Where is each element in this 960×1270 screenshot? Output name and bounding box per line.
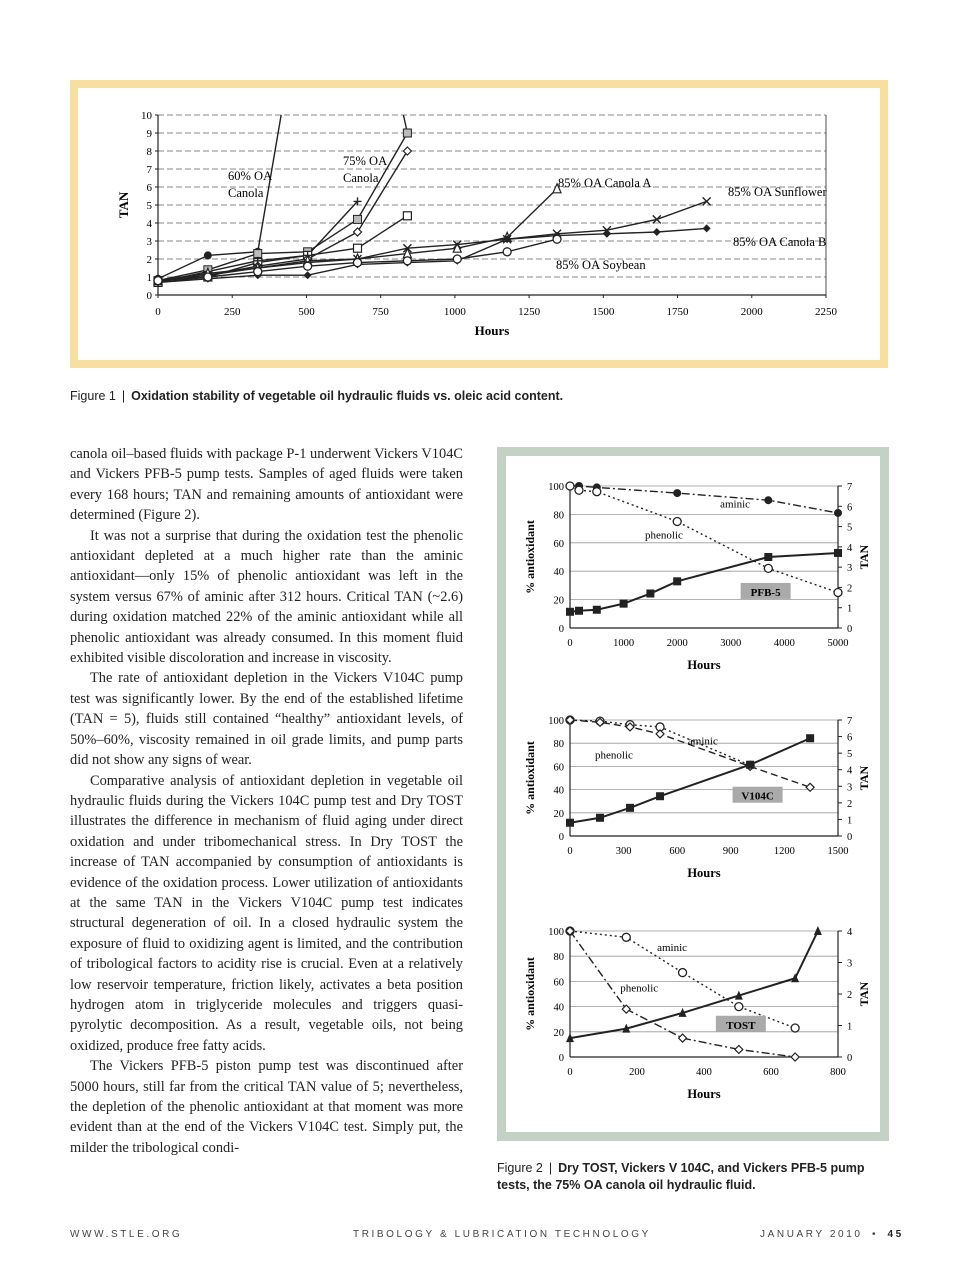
series-label-phenolic: phenolic: [620, 982, 659, 995]
y-tick-label: 10: [141, 110, 152, 122]
y-tick-label: 60: [553, 977, 564, 989]
series-line: [570, 553, 838, 612]
test-name-label: V104C: [741, 790, 774, 803]
page-number: 45: [887, 1229, 904, 1240]
x-tick-label: 2000: [666, 638, 688, 649]
x-axis-title: Hours: [474, 323, 510, 338]
y-axis-title: % antioxidant: [523, 520, 537, 594]
body-paragraph: The Vickers PFB-5 piston pump test was discontinued after 5000 hours, still far from the critical TAN value of 5; nevertheless, the depletion of the phenolic antioxidant at that moment was more evident than at the end of the Vickers V104C test. Simply put, the milder the tribological condi-: [70, 1058, 463, 1156]
y-right-tick-label: 1: [847, 603, 853, 615]
y-right-tick-label: 1: [847, 1021, 853, 1033]
data-point: [673, 577, 681, 585]
data-point: [626, 804, 634, 812]
data-point: [806, 783, 814, 791]
x-tick-label: 5000: [827, 638, 849, 649]
y-right-tick-label: 1: [847, 815, 853, 827]
y-right-tick-label: 3: [847, 782, 853, 794]
data-point: [653, 228, 661, 236]
figure-1-caption-text: Oxidation stability of vegetable oil hydraulic fluids vs. oleic acid content.: [131, 389, 564, 403]
x-tick-label: 250: [223, 306, 241, 318]
y-tick-label: 0: [558, 624, 564, 635]
data-point: [746, 761, 754, 769]
data-point: [735, 1003, 743, 1011]
series-line: [570, 486, 838, 513]
y-tick-label: 9: [146, 128, 152, 140]
y-tick-label: 20: [553, 808, 564, 820]
y-right-tick-label: 4: [847, 765, 853, 777]
x-tick-label: 600: [669, 846, 686, 857]
y-right-tick-label: 0: [847, 624, 853, 635]
data-point: [791, 1024, 799, 1032]
data-point: [620, 600, 628, 608]
footer-bullet: •: [871, 1229, 879, 1240]
data-point: [679, 1034, 687, 1042]
figure-1-caption-label: Figure 1: [70, 389, 116, 403]
y-right-tick-label: 3: [847, 958, 853, 970]
x-tick-label: 400: [696, 1067, 712, 1078]
x-tick-label: 0: [567, 638, 573, 649]
data-point: [354, 228, 362, 236]
y-tick-label: 1: [146, 272, 152, 284]
data-point: [204, 273, 212, 281]
y-tick-label: 40: [553, 567, 564, 579]
x-tick-label: 2250: [815, 306, 837, 318]
data-point: [403, 129, 411, 137]
y-tick-label: 100: [548, 927, 564, 938]
data-point: [791, 1053, 799, 1061]
x-tick-label: 0: [155, 306, 161, 318]
x-tick-label: 750: [372, 306, 389, 318]
body-paragraph: Comparative analysis of antioxidant depletion in vegetable oil hydraulic fluids during the Vickers 104C pump test and Dry TOST illustrates the difference in mechanism of fluid aging under direct oxidation and under tribomechanical stress. In Dry TOST the increase of TAN accompanied by consumption of antioxidants is evidence of the oxidation process. Lower utilization of antioxidants at the same TAN in the Vickers V104C pump test indicates structural degeneration of oil. In a closed hydraulic system the exposure of fluid to oxidizing agent is limited, and the contribution of tribological factors to acidity rise is crucial. Even at a relatively low reservoir temperature, friction likely, activates a beta position hydrogen atom in triglyceride molecules and triggers quasi-pyrolytic decomposition. As a result, vegetable oils, not being oxidized, produce free fatty acids.: [70, 772, 463, 1054]
y-axis-title: % antioxidant: [523, 957, 537, 1031]
figure-2-charts: [506, 456, 880, 1132]
x-tick-label: 2000: [740, 306, 763, 318]
series-label: Canola: [228, 186, 264, 200]
figure-2-caption: [497, 1160, 897, 1194]
y-tick-label: 5: [146, 200, 152, 212]
x-tick-label: 600: [763, 1067, 779, 1078]
data-point: [764, 564, 772, 572]
x-tick-label: 300: [615, 846, 632, 857]
data-point: [673, 489, 681, 497]
footer-journal-name: TRIBOLOGY & LUBRICATION TECHNOLOGY: [353, 1229, 651, 1240]
y-tick-label: 40: [553, 785, 564, 797]
y-tick-label: 2: [146, 254, 152, 266]
series-line: [570, 486, 838, 593]
x-tick-label: 1500: [827, 846, 849, 857]
data-point: [304, 271, 312, 279]
figure-2-frame: [497, 447, 889, 1141]
data-point: [575, 486, 583, 494]
y-tick-label: 0: [146, 290, 152, 302]
data-point: [254, 268, 262, 276]
x-tick-label: 900: [722, 846, 739, 857]
data-point: [656, 730, 664, 738]
y-tick-label: 4: [146, 218, 152, 230]
y-tick-label: 3: [146, 236, 152, 248]
y-right-tick-label: 2: [847, 798, 853, 810]
data-point: [764, 553, 772, 561]
data-point: [646, 590, 654, 598]
series-label-aminic: aminic: [657, 942, 688, 955]
data-point: [622, 933, 630, 941]
data-point: [679, 969, 687, 977]
data-point: [673, 518, 681, 526]
data-point: [354, 244, 362, 252]
data-point: [304, 262, 312, 270]
y-right-tick-label: 4: [847, 927, 853, 938]
data-point: [735, 1045, 743, 1053]
data-point: [703, 224, 711, 232]
x-tick-label: 3000: [720, 638, 742, 649]
x-axis-title: Hours: [687, 866, 721, 880]
footer-issue: [760, 1229, 904, 1240]
y-tick-label: 60: [553, 762, 564, 774]
y-right-tick-label: 4: [847, 542, 853, 554]
data-point: [566, 608, 574, 616]
y-right-tick-label: 5: [847, 749, 853, 761]
data-point: [575, 607, 583, 615]
x-tick-label: 4000: [773, 638, 795, 649]
y-tick-label: 100: [548, 716, 564, 727]
test-name-label: PFB-5: [750, 586, 781, 599]
figure-2-caption-text: Dry TOST, Vickers V 104C, and Vickers PFB-5 pump tests, the 75% OA canola oil hydraulic fluid.: [497, 1161, 865, 1192]
y-tick-label: 40: [553, 1002, 564, 1014]
x-tick-label: 1000: [613, 638, 635, 649]
series-lines: [570, 486, 838, 612]
x-axis-title: Hours: [687, 658, 721, 672]
series-label: 85% OA Sunflower: [728, 185, 827, 199]
y-tick-label: 80: [553, 952, 564, 964]
y-tick-label: 80: [553, 510, 564, 522]
y-right-tick-label: 2: [847, 583, 853, 595]
data-point: [703, 197, 711, 205]
data-point: [403, 147, 411, 155]
x-tick-label: 1000: [443, 306, 466, 318]
footer-website[interactable]: WWW.STLE.ORG: [70, 1229, 183, 1240]
article-body: [70, 444, 463, 1158]
y-right-tick-label: 7: [847, 716, 853, 727]
series-label: 85% OA Canola A: [558, 176, 652, 190]
y-tick-label: 100: [548, 482, 564, 493]
data-point: [834, 589, 842, 597]
y-right-tick-label: 0: [847, 832, 853, 843]
y-tick-label: 0: [558, 832, 564, 843]
data-point: [503, 248, 511, 256]
series-label: 75% OA: [343, 154, 388, 168]
y-right-tick-label: 6: [847, 732, 853, 744]
body-paragraph: It was not a surprise that during the oxidation test the phenolic antioxidant depleted at a much higher rate than the aminic antioxidant—only 15% of phenolic antioxidant was left in the system versus 67% of aminic after 312 hours. Critical TAN (~2.6) during oxidation matched 22% of the aminic antioxidant while all phenolic antioxidant was already consumed. In this moment fluid exhibited visible discoloration and increase in viscosity.: [70, 527, 463, 667]
series-label-aminic: aminic: [720, 498, 751, 511]
data-point: [154, 277, 162, 285]
data-point: [596, 814, 604, 822]
y-tick-label: 0: [558, 1053, 564, 1064]
figure-1-caption: [70, 388, 563, 405]
series-label-aminic: aminic: [687, 735, 718, 748]
figure-2-caption-separator: |: [548, 1161, 553, 1175]
data-point: [453, 255, 461, 263]
test-name-label: TOST: [726, 1019, 756, 1032]
y-right-tick-label: 2: [847, 990, 853, 1001]
data-point: [254, 250, 262, 258]
series-label: 85% OA Canola B: [733, 235, 827, 249]
figure-2-panel: [506, 456, 880, 1132]
y-axis-title: % antioxidant: [523, 741, 537, 815]
y-right-axis-title: TAN: [857, 981, 871, 1007]
y-right-tick-label: 3: [847, 563, 853, 575]
y-tick-label: 60: [553, 538, 564, 550]
x-tick-label: 1200: [773, 846, 795, 857]
series-label: 85% OA Soybean: [556, 258, 646, 272]
data-point: [806, 734, 814, 742]
y-tick-label: 6: [146, 182, 152, 194]
figure-1-chart: [78, 88, 880, 360]
series-label: Canola: [343, 171, 379, 185]
x-tick-label: 500: [298, 306, 315, 318]
data-point: [566, 819, 574, 827]
data-point: [204, 251, 212, 259]
y-right-tick-label: 0: [847, 1053, 853, 1064]
y-right-tick-label: 6: [847, 502, 853, 514]
series-line: [158, 106, 407, 281]
y-tick-label: 20: [553, 595, 564, 607]
data-point: [593, 606, 601, 614]
x-axis-title: Hours: [687, 1087, 721, 1101]
series-label-phenolic: phenolic: [645, 529, 683, 542]
data-point: [834, 549, 842, 557]
x-tick-label: 200: [629, 1067, 645, 1078]
data-point: [814, 926, 822, 935]
data-point: [593, 488, 601, 496]
x-tick-label: 0: [567, 1067, 573, 1078]
data-point: [354, 259, 362, 267]
y-tick-label: 80: [553, 739, 564, 751]
x-tick-label: 1750: [666, 306, 689, 318]
y-right-tick-label: 5: [847, 522, 853, 534]
body-paragraph: The rate of antioxidant depletion in the Vickers V104C pump test was significantly lower. By the end of the established lifetime (TAN = 5), fluids still contained “healthy” antioxidant levels, of 50%–60%, viscosity remained in oil grade limits, and pump parts did not show any signs of wear.: [70, 670, 463, 769]
figure-1-caption-separator: |: [121, 389, 126, 403]
data-point: [553, 235, 561, 243]
data-point: [403, 257, 411, 265]
y-tick-label: 7: [146, 164, 152, 176]
y-tick-label: 20: [553, 1027, 564, 1039]
data-point: [403, 212, 411, 220]
series-line: [158, 228, 707, 282]
y-axis-title: TAN: [116, 191, 131, 219]
figure-1-panel: [78, 88, 880, 360]
x-tick-label: 1500: [592, 306, 615, 318]
data-point: [566, 482, 574, 490]
series-line: [570, 931, 818, 1038]
series-label: 60% OA: [228, 169, 273, 183]
series-label-phenolic: phenolic: [595, 749, 633, 762]
y-tick-label: 8: [146, 146, 152, 158]
footer-issue-date: JANUARY 2010: [760, 1229, 863, 1240]
y-right-tick-label: 7: [847, 482, 853, 493]
y-right-axis-title: TAN: [857, 544, 871, 570]
body-paragraph: canola oil–based fluids with package P-1 underwent Vickers V104C and Vickers PFB-5 pump tests. Samples of aged fluids were taken every 168 hours; TAN and remaining amounts of antioxidant were determined (Figure 2).: [70, 446, 463, 524]
y-right-axis-title: TAN: [857, 765, 871, 791]
figure-2-caption-label: Figure 2: [497, 1161, 543, 1175]
figure-1-frame: [70, 80, 888, 368]
series-lines: [570, 931, 818, 1057]
data-point: [834, 509, 842, 517]
data-point: [656, 792, 664, 800]
x-tick-label: 0: [567, 846, 573, 857]
data-point: [764, 496, 772, 504]
x-tick-label: 800: [830, 1067, 846, 1078]
x-tick-label: 1250: [518, 306, 541, 318]
data-point: [354, 215, 362, 223]
